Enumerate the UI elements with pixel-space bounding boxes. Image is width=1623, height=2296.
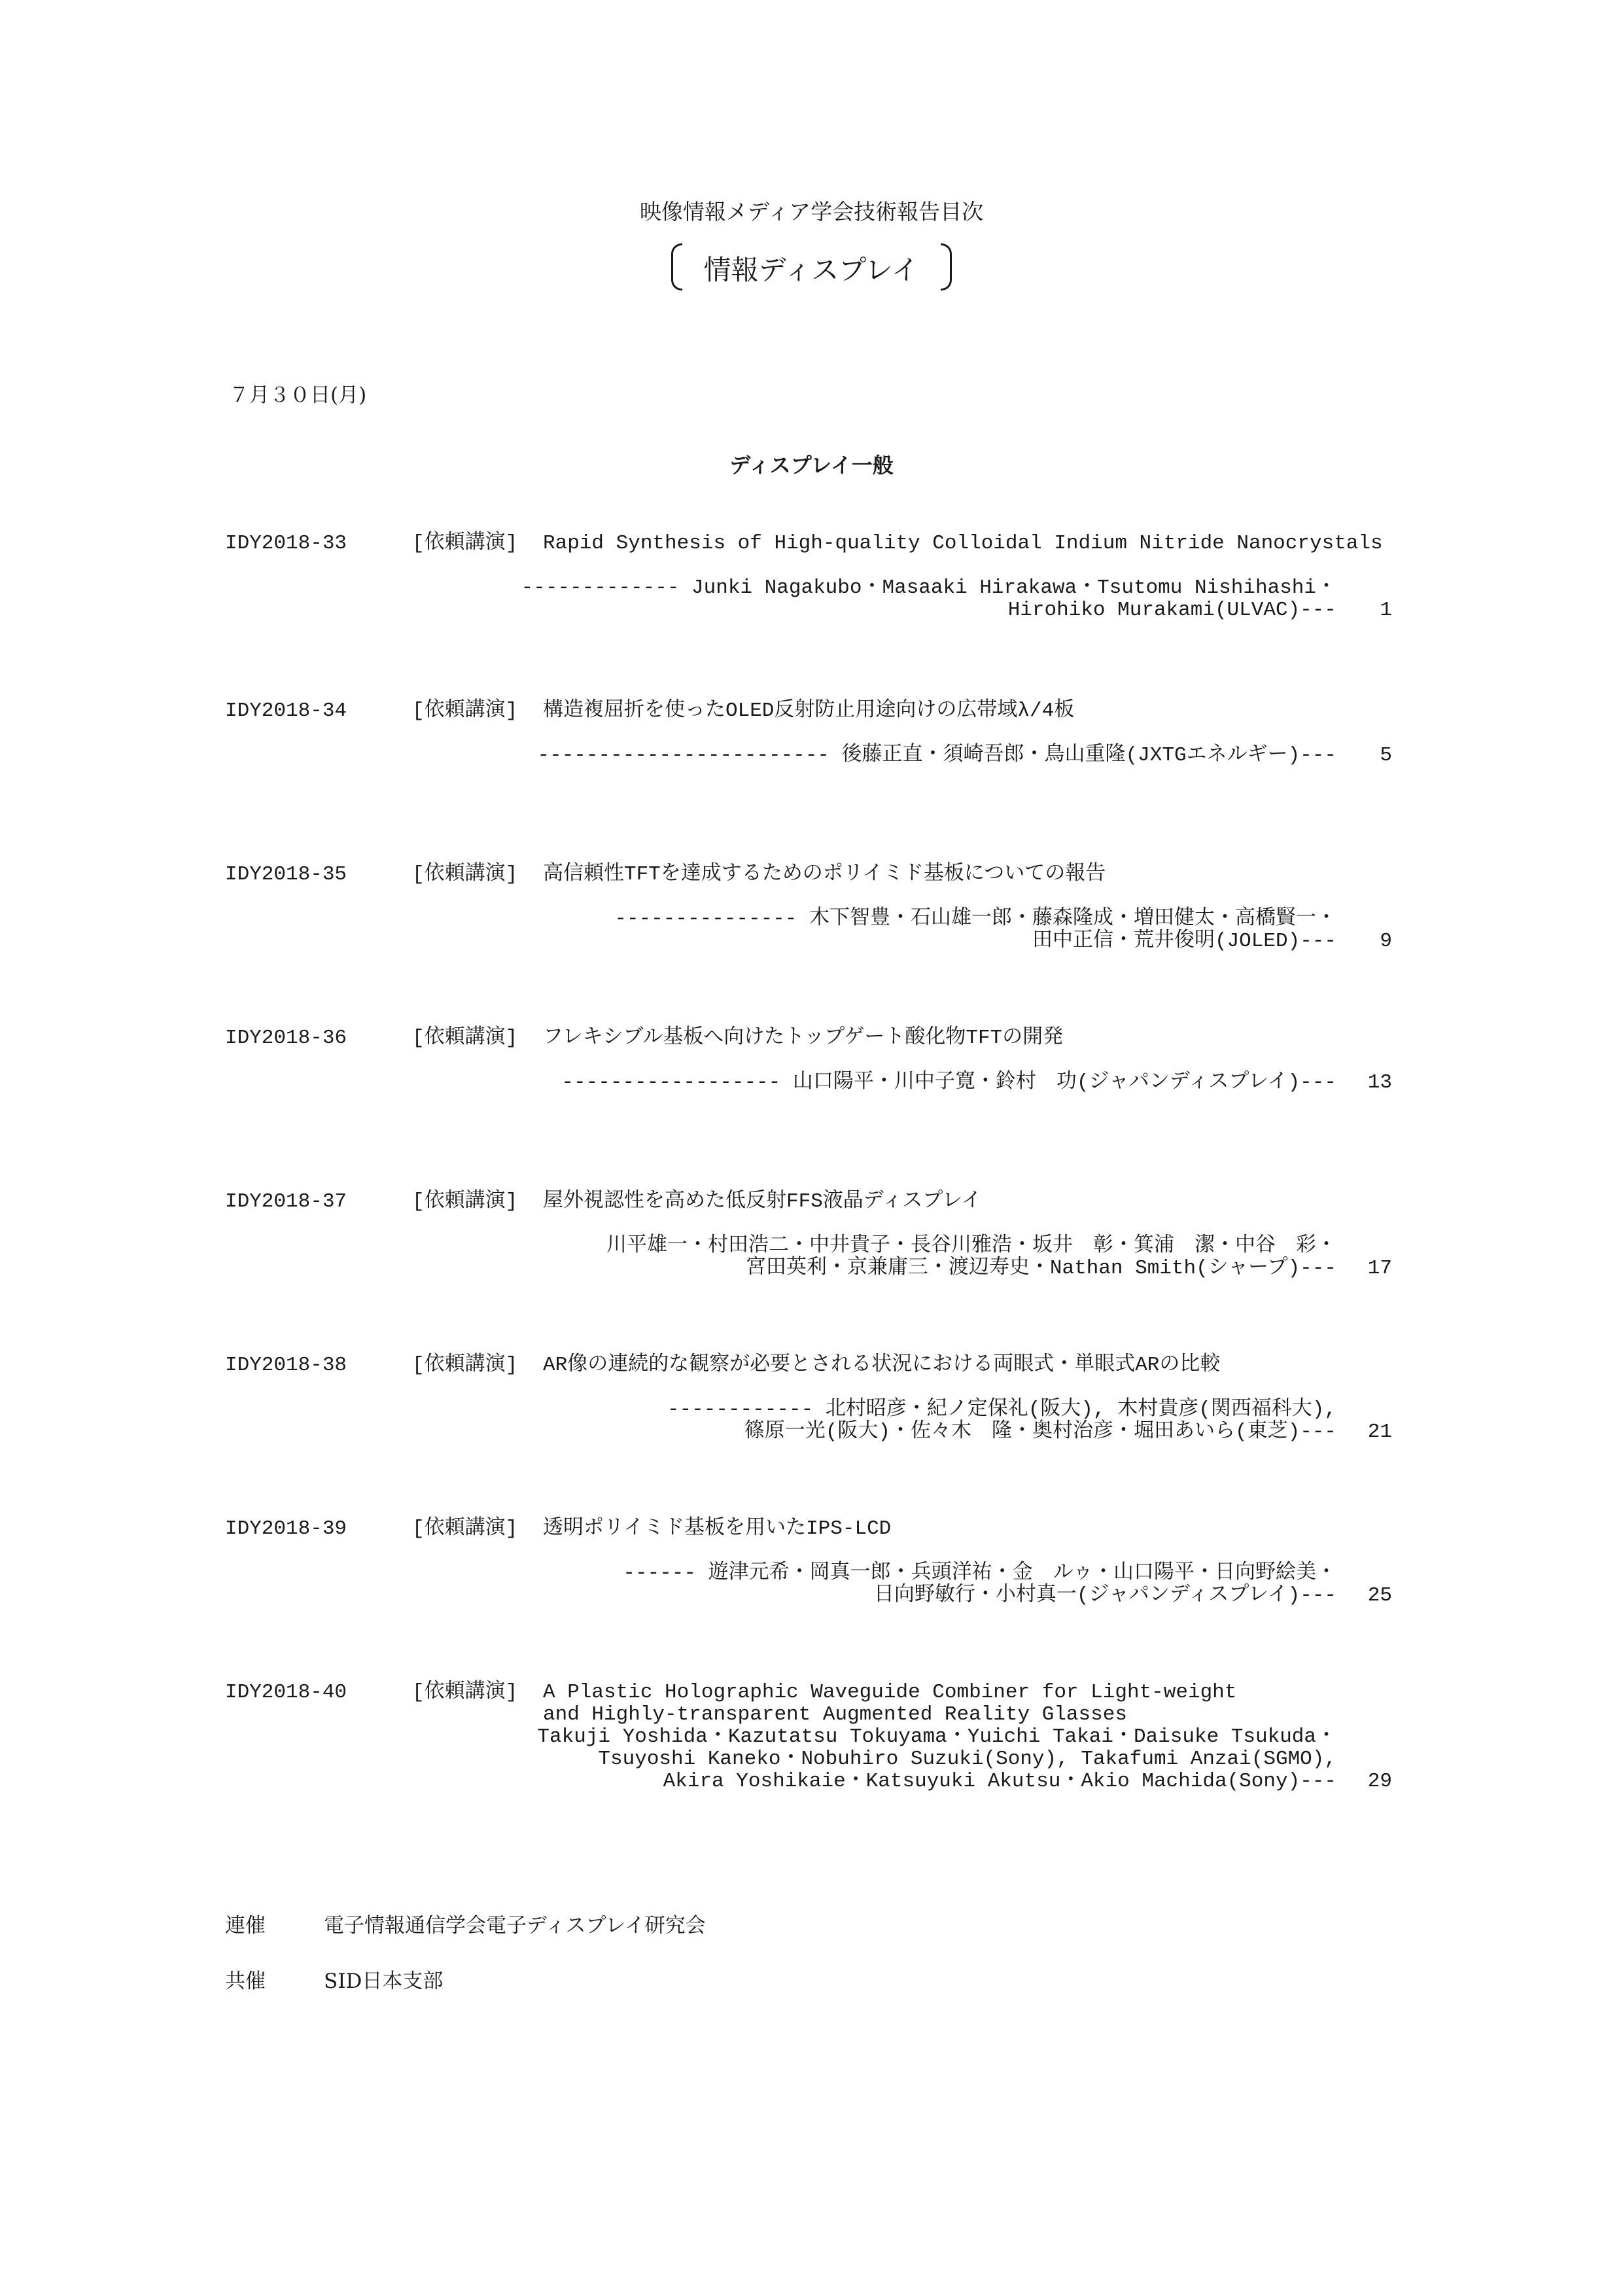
report-title: 映像情報メディア学会技術報告目次 <box>639 199 984 224</box>
entry-authors: --------------- 木下智豊・石山雄一郎・藤森隆成・増田健太・高橋賢一・ <box>614 908 1336 930</box>
entry-id: IDY2018-38 <box>225 1354 347 1377</box>
entry-title: フレキシブル基板へ向けたトップゲート酸化物TFTの開発 <box>543 1027 1064 1050</box>
entry-title: 高信頼性TFTを達成するためのポリイミド基板についての報告 <box>543 863 1106 886</box>
entry-tag: [依頼講演] <box>412 1190 518 1213</box>
entry-authors: 日向野敏行・小村真一(ジャパンディスプレイ)--- <box>873 1584 1336 1607</box>
entry-page-number: 21 <box>1367 1421 1392 1443</box>
entry-id: IDY2018-35 <box>225 863 347 886</box>
entry-id: IDY2018-34 <box>225 699 347 722</box>
entry-authors: Hirohiko Murakami(ULVAC)--- <box>1007 599 1336 622</box>
entry-authors: Tsuyoshi Kaneko・Nobuhiro Suzuki(Sony), Takafumi Anzai(SGMO), <box>598 1748 1336 1771</box>
entry-authors: Akira Yoshikaie・Katsuyuki Akutsu・Akio Machida(Sony)--- <box>663 1770 1336 1793</box>
left-bracket <box>671 243 682 291</box>
entry-tag: [依頼講演] <box>412 1027 518 1050</box>
entry-tag: [依頼講演] <box>412 863 518 886</box>
entry-authors: ------------- Junki Nagakubo・Masaaki Hirakawa・Tsutomu Nishihashi・ <box>521 576 1336 599</box>
entry-title: AR像の連続的な観察が必要とされる状況における両眼式・単眼式ARの比較 <box>543 1354 1221 1377</box>
entry-id: IDY2018-33 <box>225 532 347 555</box>
support-value: SID日本支部 <box>324 1969 444 1993</box>
entry-title: 屋外視認性を高めた低反射FFS液晶ディスプレイ <box>543 1190 982 1213</box>
entry-page-number: 17 <box>1367 1257 1392 1280</box>
entry-authors: 田中正信・荒井俊明(JOLED)--- <box>1032 930 1336 953</box>
entry-page-number: 13 <box>1367 1071 1392 1094</box>
entry-authors: ------------------------ 後藤正直・須崎吾郎・鳥山重隆(JXTGエネルギー)--- <box>537 744 1336 767</box>
entry-authors: ------------------ 山口陽平・川中子寛・鈴村 功(ジャパンディスプレイ)--- <box>561 1071 1336 1094</box>
entry-page-number: 9 <box>1380 930 1392 953</box>
support-label: 共催 <box>225 1969 266 1993</box>
entry-title: 透明ポリイミド基板を用いたIPS-LCD <box>543 1517 892 1540</box>
entry-tag: [依頼講演] <box>412 1354 518 1377</box>
right-bracket <box>941 243 952 291</box>
session-title: ディスプレイ一般 <box>729 453 894 478</box>
entry-authors: Takuji Yoshida・Kazutatsu Tokuyama・Yuichi Takai・Daisuke Tsukuda・ <box>537 1725 1336 1748</box>
entry-title: Rapid Synthesis of High-quality Colloidal Indium Nitride Nanocrystals <box>543 532 1383 555</box>
entry-id: IDY2018-39 <box>225 1517 347 1540</box>
entry-tag: [依頼講演] <box>412 1517 518 1540</box>
entry-authors: ------ 遊津元希・岡真一郎・兵頭洋祐・金 ルゥ・山口陽平・日向野絵美・ <box>623 1562 1336 1585</box>
cosponsor-value: 電子情報通信学会電子ディスプレイ研究会 <box>324 1914 706 1937</box>
entry-tag: [依頼講演] <box>412 532 518 555</box>
entry-id: IDY2018-37 <box>225 1190 347 1213</box>
cosponsor-label: 連催 <box>225 1914 266 1937</box>
entry-title: 構造複屈折を使ったOLED反射防止用途向けの広帯域λ/4板 <box>543 699 1075 722</box>
group-name: 情報ディスプレイ <box>703 254 919 286</box>
entry-authors: ------------ 北村昭彦・紀ノ定保礼(阪大), 木村貴彦(関西福科大), <box>667 1398 1336 1421</box>
entry-page-number: 5 <box>1380 744 1392 767</box>
entry-page-number: 1 <box>1380 599 1392 622</box>
entry-authors: 川平雄一・村田浩二・中井貴子・長谷川雅浩・坂井 彰・箕浦 潔・中谷 彩・ <box>606 1235 1336 1258</box>
entry-id: IDY2018-40 <box>225 1681 347 1704</box>
entry-id: IDY2018-36 <box>225 1027 347 1050</box>
entry-tag: [依頼講演] <box>412 699 518 722</box>
entry-authors: 篠原一光(阪大)・佐々木 隆・奥村治彦・堀田あいら(東芝)--- <box>744 1421 1336 1443</box>
entry-tag: [依頼講演] <box>412 1681 518 1704</box>
session-date: ７月３０日(月) <box>229 383 367 407</box>
entry-page-number: 29 <box>1367 1770 1392 1793</box>
entry-title: and Highly-transparent Augmented Reality Glasses <box>543 1703 1127 1726</box>
entry-page-number: 25 <box>1367 1584 1392 1607</box>
entry-authors: 宮田英利・京兼庸三・渡辺寿史・Nathan Smith(シャープ)--- <box>745 1257 1336 1280</box>
entry-title: A Plastic Holographic Waveguide Combiner for Light-weight <box>543 1681 1237 1704</box>
